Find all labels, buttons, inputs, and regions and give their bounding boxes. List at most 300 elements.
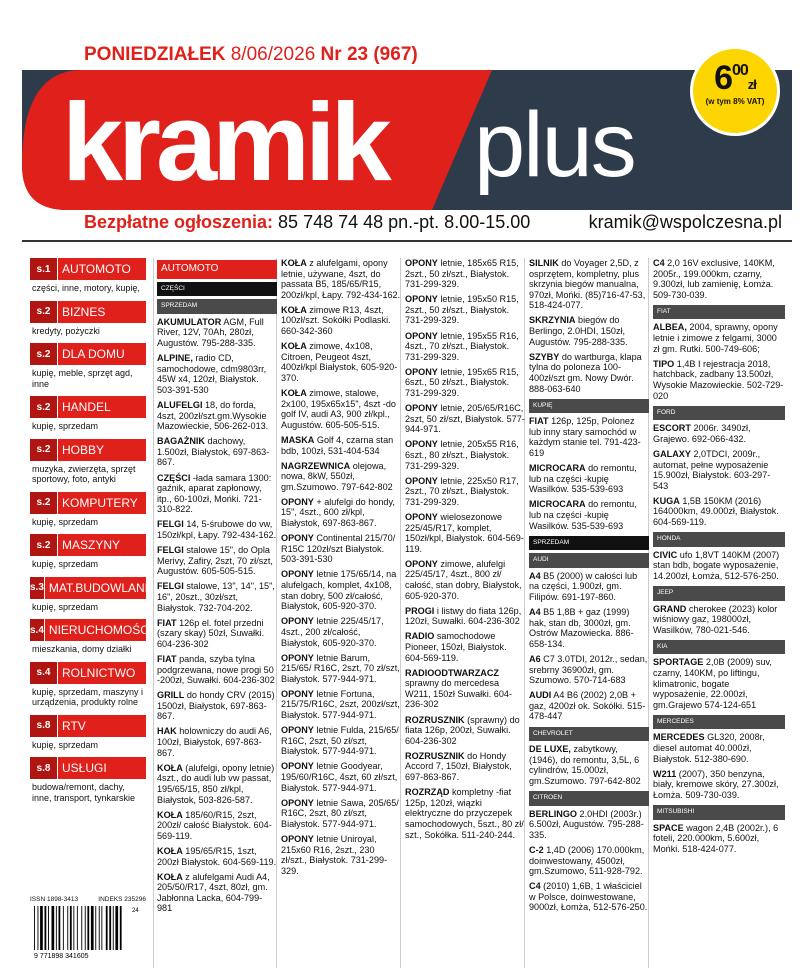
ad-listing: [281, 435, 401, 456]
ad-listing: [281, 258, 401, 300]
ad-listing: [281, 533, 401, 565]
toc-item[interactable]: [30, 258, 146, 294]
ad-keyword: KUGA: [653, 495, 680, 506]
toc-subcategories: kupię, meble, sprzęt agd, inne: [32, 368, 133, 389]
ad-text: -łada samara 1300: gaźnik, aparat zapłonowy, itp., 60-100zł, Mońki. 721-310-822.: [157, 472, 272, 515]
ad-keyword: C4: [653, 258, 665, 268]
ad-listing: [529, 352, 649, 394]
ad-keyword: PROGI: [405, 605, 435, 616]
toc-name: MASZYNY: [62, 538, 121, 552]
ad-keyword: FELGI: [157, 581, 184, 592]
ad-keyword: GRAND: [653, 603, 687, 614]
ad-keyword: OPONY: [281, 533, 314, 544]
ad-text: letnie, 225x50 R17, 2szt., 70 zł/szt., Białystok. 731-299-329.: [405, 475, 519, 507]
ad-text: i listwy do fiata 126p, 120zł, Suwałki. 604-236-302: [405, 605, 522, 627]
ad-keyword: AKUMULATOR: [157, 316, 222, 327]
brand-header-citroen: CITROEN: [529, 791, 649, 806]
ad-listing: [653, 823, 785, 855]
ad-keyword: OPONY: [405, 403, 438, 414]
ad-keyword: CIVIC: [653, 549, 678, 560]
ad-text: 126p, 125p, Polonez lub inny stary samochód w każdym stanie tel. 791-423-619: [529, 416, 641, 458]
ad-listing: [281, 305, 401, 337]
toc-subcategories: kredyty, pożyczki: [32, 325, 100, 336]
ad-text: do remontu, lub na części -kupię Wasilków. 535-539-693: [529, 463, 637, 495]
ad-listing: [653, 732, 785, 764]
ad-keyword: RADIO: [405, 631, 435, 642]
ad-keyword: W211: [653, 768, 677, 779]
toc-item[interactable]: [30, 396, 146, 432]
barcode-bar: [56, 906, 57, 950]
ad-listing: [157, 581, 277, 613]
brand-header-honda: HONDA: [653, 532, 785, 547]
ad-keyword: A6: [529, 654, 541, 664]
barcode-bar: [67, 906, 68, 950]
barcode: [32, 904, 144, 960]
ad-listing: [281, 341, 401, 383]
brand-header-audi: AUDI: [529, 553, 649, 568]
ad-text: AGM, Full River, 12V, 70Ah, 280zł, Augustów. 795-288-335.: [157, 316, 264, 348]
ad-keyword: HAK: [157, 726, 177, 737]
ad-keyword: OPONY: [281, 688, 314, 699]
ad-listing: [157, 317, 277, 349]
ad-text: B5 1,8B + gaz (1999) hak, stan db, 3000zł, gm. Ostrów Mazowiecka. 886-658-134.: [529, 607, 634, 649]
ad-listing: [157, 872, 277, 914]
toc-bar: [30, 439, 146, 461]
ad-text: letnie, 185x65 R15, 2szt., 50 zł/szt., Białystok. 731-299-329.: [405, 258, 519, 290]
ad-text: wielosezonowe 225/45/R17, komplet, 150zł/kpl, Białystok. 604-569-119.: [405, 511, 524, 554]
ad-listing: [157, 726, 277, 758]
brand-header-jeep: JEEP: [653, 586, 785, 601]
toc-bar: [30, 301, 146, 323]
ad-keyword: GALAXY: [653, 448, 691, 459]
ad-text: 2.0HDI (2003r.) 6.500zł, Augustów. 795-288-335.: [529, 808, 644, 840]
toc-item[interactable]: [30, 439, 146, 485]
ad-text: do wartburga, klapa tylna do poloneza 100-400zł/szt gm. Nowy Dwór. 888-063-640: [529, 351, 642, 394]
brand-header-chevrolet: CHEVROLET: [529, 727, 649, 742]
ad-text: letnie, 205x55 R16, 6szt., 80 zł/szt., Białystok. 731-299-329.: [405, 439, 519, 471]
ad-listing: [529, 809, 649, 841]
toc-page: s.3: [30, 577, 45, 599]
barcode-bar: [99, 906, 100, 950]
toc-page: s.2: [30, 492, 58, 514]
ad-listing: [653, 359, 785, 401]
toc-page: s.4: [30, 662, 58, 684]
ad-keyword: CZĘŚCI: [157, 472, 191, 483]
ad-text: 2,0TDCI, 2009r., automat, pełne wyposażenie 15.900zł, Białystok. 603-297-543: [653, 448, 771, 491]
ad-keyword: KOŁA: [281, 304, 307, 315]
ad-keyword: SPACE: [653, 822, 684, 833]
ad-keyword: OPONY: [281, 616, 314, 627]
toc-page: s.8: [30, 715, 58, 737]
ad-listing: [529, 499, 649, 531]
ad-listing: [157, 763, 277, 805]
ad-keyword: KOŁA: [281, 388, 307, 399]
ad-listing: [157, 618, 277, 650]
ad-text: zimowe, 4x108, Citroen, Peugeot 4szt, 400zł/kpl Białystok, 605-920-370.: [281, 341, 398, 383]
ad-keyword: FIAT: [529, 416, 549, 427]
ad-listing: [653, 496, 785, 528]
toc-item[interactable]: [30, 662, 146, 708]
ad-text: do hondy CRV (2015) 1500zł, Białystok, 697-863-867.: [157, 690, 275, 722]
ad-text: 126p el. fotel przedni (szary skay) 50zł, Suwałki. 604-236-302: [157, 617, 265, 649]
toc-page: s.2: [30, 396, 58, 418]
ad-keyword: C-2: [529, 844, 544, 855]
ad-listing: [653, 449, 785, 491]
toc-item[interactable]: [30, 619, 153, 655]
ad-listing: [405, 751, 525, 783]
ad-listing: [529, 607, 649, 649]
ad-keyword: OPONY: [405, 475, 438, 486]
ad-keyword: ESCORT: [653, 423, 691, 434]
ads-column-1: [157, 258, 277, 968]
ad-keyword: RADIOODTWARZACZ: [405, 667, 499, 678]
ad-listing: [529, 845, 649, 877]
ad-listing: [653, 423, 785, 444]
section-header-automoto: AUTOMOTO: [157, 260, 277, 279]
toc-item[interactable]: [30, 492, 146, 528]
ad-text: do remontu, lub na części -kupię Wasilków. 535-539-693: [529, 499, 637, 531]
ad-text: cherokee (2023) kolor wiśniowy gaz, 198000zł, Wasilków, 780-021-546.: [653, 603, 778, 635]
toc-page: s.2: [30, 343, 58, 365]
toc-item[interactable]: [30, 301, 146, 337]
free-ads-line: [84, 212, 530, 233]
ad-text: 2,0 16V exclusive, 140KM, 2005r., 199.000km, czarny, 9.300zł, lub zamienię, Łomża. 509-730-039.: [653, 258, 775, 300]
price-unit: zł: [747, 77, 756, 92]
ad-listing: [653, 769, 785, 801]
ad-text: letnie Uniroyal, 215x60 R16, 2szt., 230 zł/szt., Białystok. 731-299-329.: [281, 834, 388, 876]
ad-keyword: AUDI: [529, 690, 552, 701]
ad-text: 1,4D (2006) 170.000km, doinwestowany, 4500zł, gm.Szumowo, 511-928-792.: [529, 844, 645, 877]
ad-listing: [281, 689, 401, 721]
ad-keyword: C4: [529, 881, 541, 892]
price-badge: [690, 46, 780, 136]
ad-listing: [529, 315, 649, 347]
ad-text: Golf 4, czarna stan bdb, 100zł, 531-404-534: [281, 434, 394, 456]
ads-column-2: [281, 258, 401, 968]
toc-name: USŁUGI: [62, 761, 107, 775]
toc-page: s.1: [30, 258, 58, 280]
ad-listing: [529, 744, 649, 786]
toc-item[interactable]: [30, 343, 146, 389]
toc-bar: [30, 757, 146, 779]
price-cents: 00: [732, 62, 748, 79]
ad-text: 14, 5-śrubowe do vw, 150zł/kpl, Łapy. 792-434-162.: [157, 519, 277, 540]
toc-subcategories: budowa/remont, dachy, inne, transport, tynkarskie: [32, 782, 136, 803]
ad-text: radio CD, samochodowe, cdm9803rr, 45W x4, 120zł, Białystok. 503-391-530: [157, 353, 267, 395]
logo-kramik: kramik: [62, 81, 387, 204]
ad-text: z alufelgami Audi A4, 205/50/R17, 4szt, 80zł, gm. Jabłonna Lacka, 604-799-981: [157, 871, 270, 914]
ad-keyword: ALPINE,: [157, 353, 193, 364]
ad-text: z alufelgami, opony letnie, używane, 4szt, do passata B5, 185/65/R15, 200zł/kpl, Łapy. 792-434-162.: [281, 258, 401, 300]
toc-subcategories: kupię, sprzedam: [32, 516, 99, 527]
ad-text: (sprawny) do fiata 126p, 200zł, Suwałki. 604-236-302: [405, 714, 520, 746]
ad-keyword: SKRZYNIA: [529, 315, 576, 326]
ad-text: letnie 175/65/14, na alufelgach, komplet, 4x108, stan dobry, 500 zł/całość, Białystok, 605-920-370.: [281, 569, 397, 612]
ad-keyword: ROZRZĄD: [405, 787, 450, 798]
toc-subcategories: kupię, sprzedam: [32, 421, 99, 431]
ad-text: olejowa, nowa, 8kW, 550zł, gm.Szumowo. 797-642-802: [281, 460, 393, 492]
ad-listing: [529, 416, 649, 458]
ad-keyword: MASKA: [281, 434, 315, 445]
ad-keyword: KOŁA: [281, 258, 307, 268]
ad-text: zimowe, alufelgi 225/45/17, 4szt., 800 zł/ całość, stan dobry, Białystok, 605-920-370.: [405, 558, 522, 601]
ad-listing: [281, 569, 401, 611]
ad-keyword: OPONY: [405, 294, 438, 305]
issn: ISSN 1898-3413: [30, 896, 79, 903]
barcode-bar: [73, 906, 74, 950]
ad-text: C7 3.0TDI, 2012r., sedan, srebrny 36900zł, gm. Szumowo. 570-714-683: [529, 654, 648, 686]
toc-page: s.2: [30, 301, 58, 323]
ad-text: (2007), 350 benzyna, biały, kremowe skóry, 27.300zł, Łomża. 509-730-039.: [653, 768, 779, 800]
brand-header-ford: FORD: [653, 406, 785, 421]
barcode-bar: [87, 906, 89, 950]
ad-keyword: OPONY: [281, 496, 314, 507]
index-code: INDEKS 235296: [98, 896, 146, 903]
ad-keyword: SZYBY: [529, 351, 560, 362]
ad-listing: [405, 559, 525, 601]
ad-keyword: KOŁA: [157, 871, 183, 882]
section-header-sprzedam: SPRZEDAM: [157, 299, 277, 314]
toc-subcategories: kupię, sprzedam, maszyny i urządzenia, produkty rolne: [32, 686, 144, 707]
ad-keyword: ALBEA,: [653, 322, 687, 333]
toc-bar: [30, 577, 153, 599]
barcode-bar: [34, 906, 35, 950]
barcode-bar: [45, 906, 47, 950]
toc-subcategories: mieszkania, domy działki: [32, 644, 132, 654]
toc-subcategories: części, inne, motory, kupię,: [32, 283, 140, 293]
barcode-bar: [77, 906, 78, 950]
barcode-bar: [63, 906, 64, 950]
toc-name: MAT.BUDOWLANE: [48, 580, 153, 595]
barcode-bar: [52, 906, 55, 950]
ad-keyword: MERCEDES: [653, 732, 705, 743]
ad-text: letnie, 205/65/R16C, 2szt, 50 zł/szt, Białystok. 577-944-971.: [405, 403, 525, 435]
ad-keyword: OPONY: [405, 330, 438, 341]
barcode-bar: [115, 906, 118, 950]
barcode-bar: [95, 906, 96, 950]
brand-header-mercedes: MERCEDES: [653, 715, 785, 730]
barcode-bar: [109, 906, 111, 950]
barcode-number: 9 771898 341605: [34, 953, 89, 960]
toc-bar: [30, 715, 146, 737]
ad-listing: [281, 834, 401, 876]
barcode-bar: [48, 906, 49, 950]
ad-listing: [157, 519, 277, 540]
toc-item[interactable]: [30, 534, 146, 570]
toc-page: s.8: [30, 757, 58, 779]
ad-listing: [405, 331, 525, 363]
barcode-bar: [91, 906, 94, 950]
toc-name: HANDEL: [62, 400, 111, 414]
barcode-bar: [59, 906, 61, 950]
section-header-sprzedam-cars: SPRZEDAM: [529, 536, 649, 551]
toc-subcategories: kupię, sprzedam: [32, 601, 99, 612]
logo-plus: plus: [474, 94, 635, 196]
ad-text: B5 (2000) w całości lub na części, 1.900zł, gm. Filipów. 691-197-860.: [529, 570, 638, 603]
ad-text: biegów do Berlingo, 2.0HDI, 150zł, Augustów. 795-288-335.: [529, 315, 628, 347]
issue-number: Nr 23 (967): [320, 44, 418, 65]
ad-keyword: KOŁA: [281, 341, 307, 352]
ad-listing: [281, 798, 401, 830]
ad-text: letnie Goodyear, 195/60/R16C, 4szt, 60 zł/szt, Białystok. 577-944-971.: [281, 761, 398, 793]
ad-listing: [529, 463, 649, 495]
ad-text: A4 B6 (2002) 2,0B + gaz, 4200zł ok. Sokółki. 515-478-447: [529, 690, 646, 722]
toc-bar: [30, 619, 153, 641]
ad-keyword: OPONY: [281, 569, 314, 580]
ad-text: do Hondy Accord 7, 150zł, Białystok, 697-863-867.: [405, 750, 512, 783]
ad-text: holowniczy do audi A6, 100zł, Białystok, 697-863-867.: [157, 726, 272, 758]
ad-text: GL320, 2008r, diesel automat 40.000zł, Białystok. 512-380-690.: [653, 732, 765, 764]
ad-listing: [405, 403, 525, 435]
ad-keyword: DE LUXE,: [529, 744, 571, 755]
ad-text: 1,5B 150KM (2016) 164000km, 49.000zł, Białystok. 604-569-119.: [653, 495, 779, 527]
ad-keyword: A4: [529, 607, 541, 618]
ad-keyword: MICROCARA: [529, 463, 586, 474]
ad-text: 185/60/R15, 2szt, 200zł/ całość Białystok. 604-569-119.: [157, 809, 272, 841]
ad-listing: [157, 846, 277, 867]
ad-text: letnie Fulda, 215/65/ R16C, 2szt, 50 zł/szt, Białystok. 577-944-971.: [281, 725, 399, 757]
barcode-bar: [38, 906, 39, 950]
contact-email[interactable]: kramik@wspolczesna.pl: [588, 212, 782, 232]
toc-name: AUTOMOTO: [62, 262, 131, 276]
ad-keyword: ROZRUSZNIK: [405, 714, 465, 725]
column-divider: [153, 258, 154, 968]
ad-listing: [653, 322, 785, 354]
ad-keyword: FIAT: [157, 617, 177, 628]
ad-keyword: OPONY: [405, 511, 438, 522]
ad-keyword: FELGI: [157, 519, 184, 530]
ad-text: letnie Barum, 215/65/ R16C, 2szt, 70 zł/szt, Białystok. 577-944-971.: [281, 652, 400, 684]
ad-listing: [157, 654, 277, 686]
ad-listing: [529, 654, 649, 686]
ad-text: zimowe R13, 4szt, 100zł/szt. Sokółki Podlaski. 660-342-360: [281, 304, 391, 337]
ad-listing: [405, 631, 525, 663]
ad-text: letnie, 195x65 R15, 6szt., 50 zł/szt., Białystok. 731-299-329.: [405, 366, 519, 399]
ad-listing: [157, 690, 277, 722]
toc-name: DLA DOMU: [62, 347, 125, 361]
toc-item[interactable]: [30, 715, 146, 751]
ad-listing: [405, 258, 525, 290]
toc-name: ROLNICTWO: [62, 665, 136, 680]
toc-name: NIERUCHOMOŚCI: [48, 623, 153, 637]
ad-keyword: BAGAŻNIK: [157, 436, 205, 447]
barcode-bar: [113, 906, 114, 950]
ad-keyword: OPONY: [405, 258, 438, 268]
ad-keyword: OPONY: [405, 439, 438, 450]
barcode-bar: [120, 906, 122, 950]
ad-listing: [653, 604, 785, 636]
ad-keyword: SPORTAGE: [653, 657, 704, 668]
ad-keyword: OPONY: [281, 834, 314, 844]
toc-bar: [30, 258, 146, 280]
ad-text: kompletny -fiat 125p, 120zł, wiązki elektryczne do przyczepek samochodowych, 5szt., 80 zł/ szt., Sokółka. 511-240-244.: [405, 787, 524, 840]
ad-listing: [281, 761, 401, 793]
ad-keyword: GRILL: [157, 690, 185, 701]
ad-keyword: A4: [529, 570, 541, 581]
ad-text: 1,4B I rejestracja 2018, hatchback, zadbany 13.500zł, Wysokie Mazowieckie. 502-729-020: [653, 358, 784, 401]
ad-listing: [405, 787, 525, 840]
ad-keyword: OPONY: [281, 761, 314, 772]
ad-listing: [157, 400, 277, 432]
ad-keyword: OPONY: [405, 558, 438, 569]
price-main: 6: [714, 59, 732, 97]
ads-column-4: [529, 258, 649, 968]
ad-listing: [653, 550, 785, 582]
ad-text: (alufelgi, opony letnie) 4szt., do audi lub vw passat, 195/65/15, 850 zł/kpl, Białystok, 503-826-587.: [157, 762, 275, 805]
toc-bar: [30, 534, 146, 556]
ad-listing: [281, 725, 401, 757]
ad-text: sprawny do mercedesa W211, 150zł Suwałki. 604-236-302: [405, 678, 512, 710]
ad-listing: [405, 439, 525, 471]
ads-column-3: [405, 258, 525, 968]
barcode-addon: 24: [132, 908, 139, 914]
ad-keyword: OPONY: [405, 366, 438, 377]
ad-text: wagon 2,4B (2002r.), 6 foteli, 220.000km, 5.600zł, Mońki. 518-424-077.: [653, 822, 779, 854]
ad-listing: [281, 616, 401, 648]
toc-item[interactable]: [30, 757, 146, 803]
toc-bar: [30, 492, 146, 514]
ad-keyword: KOŁA: [157, 762, 183, 773]
free-ads-phone: 85 748 74 48 pn.-pt. 8.00-15.00: [278, 212, 531, 232]
ad-text: 195/65/R15, 1szt, 200zł Białystok. 604-569-119.: [157, 845, 277, 867]
ad-listing: [157, 545, 277, 577]
ad-listing: [653, 258, 785, 300]
issn-line: [30, 896, 146, 903]
ad-keyword: SILNIK: [529, 258, 559, 268]
toc-name: HOBBY: [62, 442, 105, 457]
toc-subcategories: muzyka, zwierzęta, sprzęt sportowy, foto, antyki: [32, 463, 136, 484]
ad-listing: [281, 497, 401, 529]
ad-listing: [405, 715, 525, 747]
ad-text: 2,0B (2009) suv, czarny, 140KM, po liftingu, klimatronic, bogate wyposażenie, 22.000zł, gm.Grajewo 574-124-651: [653, 657, 772, 710]
ad-listing: [529, 690, 649, 722]
toc-bar: [30, 343, 146, 365]
section-header-czesci: CZĘŚCI: [157, 282, 277, 297]
ad-listing: [405, 668, 525, 710]
ad-keyword: OPONY: [281, 652, 314, 663]
toc-page: s.2: [30, 534, 58, 556]
ad-listing: [405, 367, 525, 399]
ad-text: stalowe, 13", 14", 15", 16", 20szt., 30zł/szt, Białystok. 732-704-202.: [157, 581, 275, 613]
ad-keyword: NAGRZEWNICA: [281, 460, 351, 471]
price-vat: (w tym 8% VAT): [705, 97, 765, 106]
ad-text: stalowe 15", do Opla Merivy, Zafiry, 2szt, 70 zł/szt, Augustów. 605-505-515.: [157, 545, 273, 577]
dateline: [84, 44, 418, 66]
ad-listing: [529, 571, 649, 603]
ads-column-5: [653, 258, 785, 968]
toc-name: BIZNES: [62, 304, 106, 319]
ad-listing: [529, 881, 649, 913]
ad-keyword: TIPO: [653, 358, 675, 369]
toc-subcategories: kupię, sprzedam: [32, 559, 99, 569]
section-header-kupie: KUPIĘ: [529, 399, 649, 414]
ad-keyword: OPONY: [281, 797, 314, 808]
ad-text: ufo 1,8VT 140KM (2007) stan bdb, bogate wyposażenie, 14.200zł, Łomża, 512-576-250.: [653, 549, 780, 581]
ad-text: do Voyager 2,5D, z osprzętem, kompletny, plus skrzynia biegów manualna, 970zł, Mońki. (85)716-47-53, 518-424-077.: [529, 258, 646, 311]
toc-bar: [30, 662, 146, 684]
ad-listing: [281, 461, 401, 493]
ad-text: zimowe, stalowe, 2x100, 195x65x15", 4szt -do golf IV, audi A3, 900 zł/kpl., Augustów. 605-505-515.: [281, 388, 396, 430]
ad-text: letnie Fortuna, 215/75/R16C, 2szt, 200zł/szt, Białystok. 577-944-971.: [281, 688, 400, 721]
ad-listing: [405, 512, 525, 554]
toc-item[interactable]: [30, 577, 153, 613]
toc-bar: [30, 396, 146, 418]
masthead-banner: [22, 70, 792, 210]
ad-text: zabytkowy, (1946), do remontu, 3,5L, 6 cylindrów, 15.000zł, gm.Szumowo. 797-642-802: [529, 744, 641, 786]
toc-name: KOMPUTERY: [62, 495, 138, 510]
ad-text: dachowy, 1.500zł, Białystok, 697-863-867.: [157, 436, 270, 468]
ad-text: Continental 215/70/ R15C 120zł/szt Białystok. 503-391-530: [281, 533, 396, 565]
